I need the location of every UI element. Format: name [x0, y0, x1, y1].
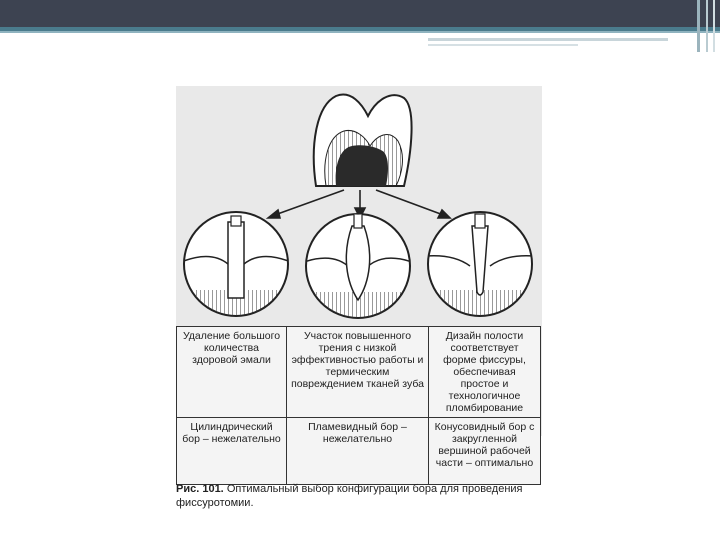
table-cell: Пламевидный бор – нежелательно: [287, 418, 429, 485]
flame-bur-detail: [296, 214, 426, 326]
conical-bur-detail: [416, 212, 542, 326]
table-row: [177, 327, 541, 418]
decorative-vertical-line: [697, 0, 700, 52]
table-cell: Участок повышенного трения с низкой эффективностью работы и термическим повреждением тканей зуба: [287, 327, 429, 418]
decorative-vertical-line: [713, 0, 715, 52]
table-cell: Цилиндрический бор – нежелательно: [177, 418, 287, 485]
caption-label: Рис. 101.: [176, 483, 224, 495]
tooth-bur-diagram: [176, 86, 542, 326]
caption-text: Оптимальный выбор конфигурации бора для проведения фиссуротомии.: [176, 483, 523, 509]
decorative-line: [428, 44, 578, 46]
header-accent-line-light: [0, 31, 720, 33]
table-cell: Дизайн полости соответствует форме фиссуры, обеспечивая простое и технологичное пломбирование: [429, 327, 541, 418]
decorative-vertical-line: [706, 0, 708, 52]
decorative-line: [428, 38, 668, 41]
table-cell: Конусовидный бор с закругленной вершиной рабочей части – оптимально: [429, 418, 541, 485]
bur-comparison-table: [176, 326, 541, 485]
table-row: [177, 418, 541, 485]
figure-caption: [176, 482, 542, 510]
table-cell: Удаление большого количества здоровой эмали: [177, 327, 287, 418]
tooth-crown: [314, 95, 412, 186]
cylindrical-bur-detail: [176, 212, 306, 326]
slide-header-bar: [0, 0, 720, 27]
